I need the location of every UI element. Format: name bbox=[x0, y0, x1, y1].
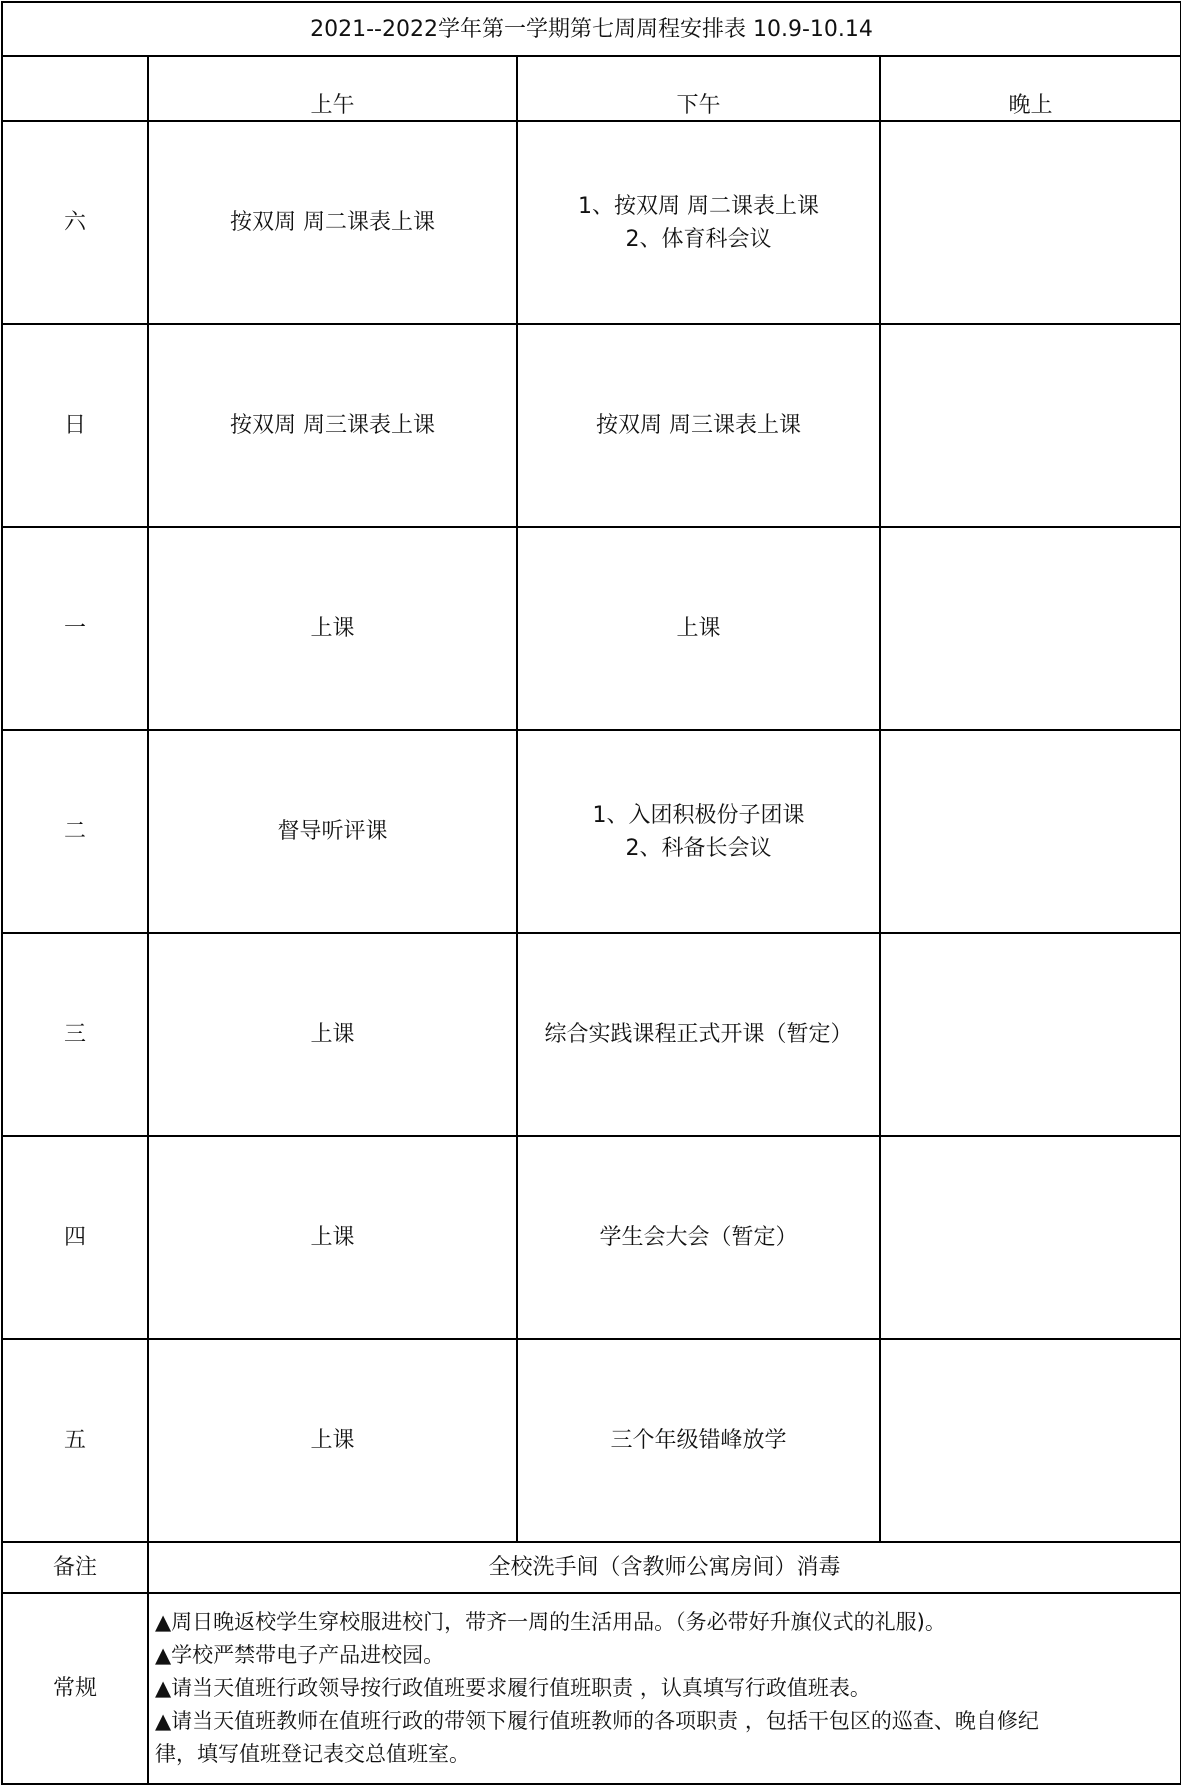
remark-text: 全校洗手间（含教师公寓房间）消毒 bbox=[148, 1542, 1181, 1593]
header-afternoon-label: 下午 bbox=[676, 93, 721, 118]
evening-cell bbox=[880, 527, 1181, 730]
remark-label: 备注 bbox=[2, 1542, 148, 1593]
rule-line: ▲学校严禁带电子产品进校园。 bbox=[155, 1643, 445, 1667]
afternoon-item: 1、按双周 周二课表上课 bbox=[578, 193, 819, 219]
morning-item: 督导听评课 bbox=[277, 819, 388, 844]
schedule-title: 2021--2022学年第一学期第七周周程安排表 10.9-10.14 bbox=[2, 2, 1181, 56]
schedule-row bbox=[2, 527, 1181, 730]
evening-cell bbox=[880, 933, 1181, 1136]
evening-cell bbox=[880, 324, 1181, 527]
afternoon-item: 上课 bbox=[676, 616, 721, 641]
morning-item: 上课 bbox=[310, 1022, 355, 1047]
rules-row bbox=[2, 1593, 1181, 1784]
rules-content bbox=[148, 1593, 1181, 1784]
header-afternoon bbox=[517, 56, 880, 121]
rules-label: 常规 bbox=[2, 1593, 148, 1784]
morning-item: 上课 bbox=[310, 1428, 355, 1453]
header-blank-cell bbox=[2, 56, 148, 121]
afternoon-item: 综合实践课程正式开课（暂定） bbox=[544, 1022, 853, 1047]
header-evening-label: 晚上 bbox=[1008, 93, 1053, 118]
rule-line: ▲请当天值班教师在值班行政的带领下履行值班教师的各项职责 ，包括干包区的巡查、晚自修纪 bbox=[155, 1709, 1039, 1733]
afternoon-item: 学生会大会（暂定） bbox=[599, 1225, 798, 1250]
schedule-row bbox=[2, 1339, 1181, 1542]
rule-line: ▲周日晚返校学生穿校服进校门，带齐一周的生活用品。（务必带好升旗仪式的礼服)。 bbox=[155, 1610, 946, 1634]
morning-cell bbox=[148, 933, 517, 1136]
afternoon-cell bbox=[517, 933, 880, 1136]
evening-cell bbox=[880, 1136, 1181, 1339]
morning-cell bbox=[148, 1339, 517, 1542]
header-row bbox=[2, 56, 1181, 121]
evening-cell bbox=[880, 1339, 1181, 1542]
afternoon-item: 1、入团积极份子团课 bbox=[592, 802, 805, 828]
afternoon-cell bbox=[517, 121, 880, 324]
rule-line: ▲请当天值班行政领导按行政值班要求履行值班职责 ，认真填写行政值班表。 bbox=[155, 1676, 871, 1700]
morning-cell bbox=[148, 730, 517, 933]
afternoon-cell bbox=[517, 527, 880, 730]
afternoon-cell bbox=[517, 324, 880, 527]
afternoon-item: 2、体育科会议 bbox=[625, 226, 772, 252]
morning-cell bbox=[148, 324, 517, 527]
morning-cell bbox=[148, 527, 517, 730]
afternoon-item: 按双周 周三课表上课 bbox=[596, 413, 801, 438]
remark-row bbox=[2, 1542, 1181, 1593]
afternoon-item: 2、科备长会议 bbox=[625, 835, 772, 861]
schedule-row bbox=[2, 730, 1181, 933]
morning-item: 按双周 周二课表上课 bbox=[230, 210, 435, 235]
morning-cell bbox=[148, 121, 517, 324]
rule-line: 律，填写值班登记表交总值班室。 bbox=[155, 1742, 470, 1766]
header-morning bbox=[148, 56, 517, 121]
day-cell: 一 bbox=[2, 527, 148, 730]
header-morning-label: 上午 bbox=[310, 93, 355, 118]
day-cell: 四 bbox=[2, 1136, 148, 1339]
afternoon-cell bbox=[517, 730, 880, 933]
afternoon-cell bbox=[517, 1339, 880, 1542]
day-cell: 五 bbox=[2, 1339, 148, 1542]
day-cell: 六 bbox=[2, 121, 148, 324]
day-cell: 二 bbox=[2, 730, 148, 933]
morning-item: 上课 bbox=[310, 616, 355, 641]
evening-cell bbox=[880, 730, 1181, 933]
schedule-row bbox=[2, 933, 1181, 1136]
day-cell: 日 bbox=[2, 324, 148, 527]
schedule-row bbox=[2, 324, 1181, 527]
afternoon-item: 三个年级错峰放学 bbox=[610, 1428, 787, 1453]
morning-item: 按双周 周三课表上课 bbox=[230, 413, 435, 438]
day-cell: 三 bbox=[2, 933, 148, 1136]
evening-cell bbox=[880, 121, 1181, 324]
weekly-schedule-table bbox=[1, 1, 1181, 1785]
schedule-row bbox=[2, 121, 1181, 324]
morning-cell bbox=[148, 1136, 517, 1339]
afternoon-cell bbox=[517, 1136, 880, 1339]
header-evening bbox=[880, 56, 1181, 121]
morning-item: 上课 bbox=[310, 1225, 355, 1250]
schedule-row bbox=[2, 1136, 1181, 1339]
